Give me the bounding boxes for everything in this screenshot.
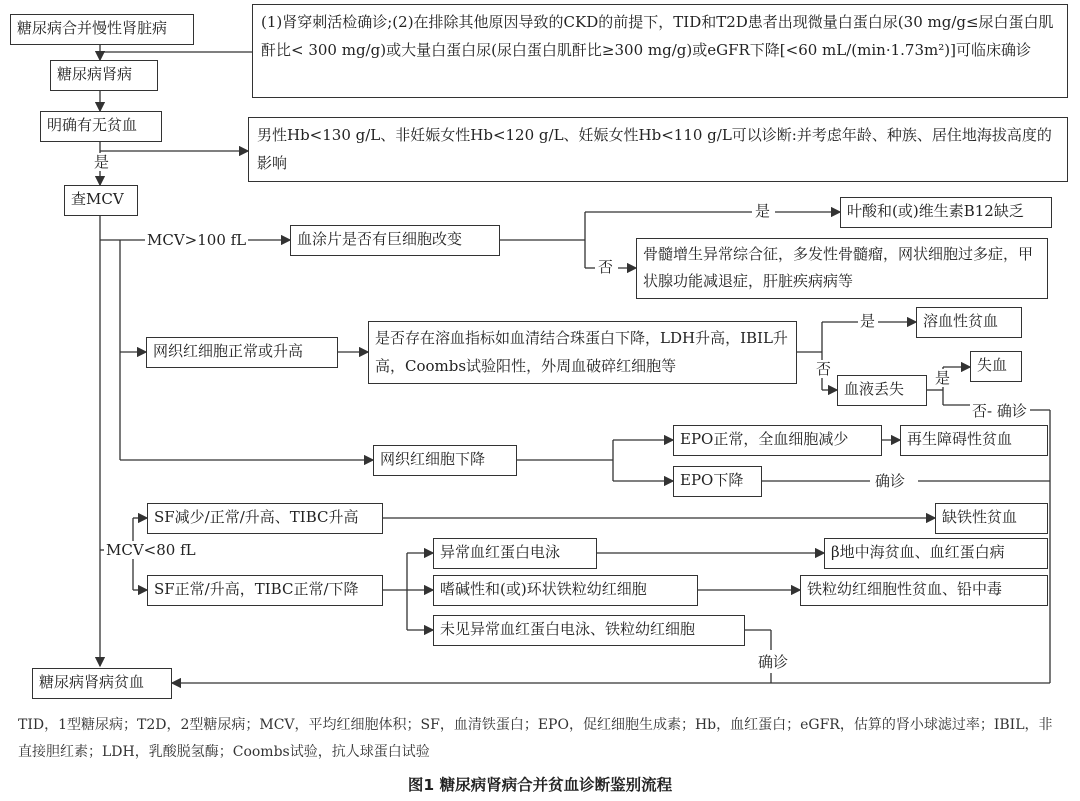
node-mcv: 查MCV	[64, 185, 138, 216]
label-no-smear: 否	[598, 258, 614, 276]
node-basophil: 嗜碱性和(或)环状铁粒幼红细胞	[433, 575, 698, 606]
node-start: 糖尿病合并慢性肾脏病	[10, 14, 194, 45]
label-mcv-low: MCV<80 fL	[106, 541, 196, 559]
label-confirm-epo: 确诊	[875, 472, 906, 490]
label-yes-smear: 是	[755, 202, 771, 220]
node-aplastic: 再生障碍性贫血	[900, 425, 1048, 456]
node-anemia-question: 明确有无贫血	[40, 111, 162, 142]
node-bleed: 失血	[970, 351, 1022, 382]
node-hemolysis-question: 是否存在溶血指标如血清结合珠蛋白下降，LDH升高，IBIL升高，Coombs试验阳性，外周血破碎红细胞等	[368, 321, 797, 384]
label-mcv-high: MCV>100 fL	[147, 231, 247, 249]
node-hb-criteria: 男性Hb<130 g/L、非妊娠女性Hb<120 g/L、妊娠女性Hb<110 g/L可以诊断:并考虑年龄、种族、居住地海拔高度的影响	[248, 117, 1068, 182]
figure-caption: 图1 糖尿病肾病合并贫血诊断鉴别流程	[407, 776, 673, 794]
node-epo-normal: EPO正常，全血细胞减少	[673, 425, 882, 456]
node-epo-down: EPO下降	[673, 466, 762, 497]
label-yes-hemolysis: 是	[860, 312, 876, 330]
label-no-hemolysis: 否	[816, 360, 832, 378]
node-abnormal-hb: 异常血红蛋白电泳	[433, 538, 597, 569]
node-dkd: 糖尿病肾病	[50, 60, 158, 91]
node-final: 糖尿病肾病贫血	[32, 668, 172, 699]
node-smear: 血涂片是否有巨细胞改变	[290, 225, 500, 256]
label-confirm-none: 确诊	[758, 653, 789, 671]
node-sf-low: SF减少/正常/升高、TIBC升高	[147, 503, 383, 534]
footnote: TID，1型糖尿病；T2D，2型糖尿病；MCV，平均红细胞体积；SF，血清铁蛋白；EPO，促红细胞生成素；Hb，血红蛋白；eGFR，估算的肾小球滤过率；IBIL，非直接胆红素；LDH，乳酸脱氢酶；Coombs试验，抗人球蛋白试验	[18, 717, 1053, 760]
label-no-confirm: 否- 确诊	[972, 402, 1027, 420]
label-yes-blood-loss: 是	[935, 369, 951, 387]
node-blood-loss: 血液丢失	[837, 375, 927, 406]
node-criteria: (1)肾穿刺活检确诊;(2)在排除其他原因导致的CKD的前提下，TID和T2D患者出现微量白蛋白尿(30 mg/g≤尿白蛋白肌酐比< 300 mg/g)或大量白蛋白尿(尿白蛋白肌酐比≥300 mg/g)或eGFR下降[<60 mL/(min·1.73m²)]可临床确诊	[252, 4, 1068, 98]
node-hemolytic: 溶血性贫血	[916, 307, 1022, 338]
node-marrow: 骨髓增生异常综合征，多发性骨髓瘤，网状细胞过多症，甲状腺功能减退症，肝脏疾病病等	[636, 238, 1048, 299]
node-sf-normal: SF正常/升高，TIBC正常/下降	[147, 575, 383, 606]
label-yes-anemia: 是	[94, 153, 110, 171]
node-retic-up: 网织红细胞正常或升高	[146, 337, 338, 368]
node-thalassemia: β地中海贫血、血红蛋白病	[824, 538, 1048, 569]
node-folate: 叶酸和(或)维生素B12缺乏	[840, 197, 1052, 228]
node-iron-deficiency: 缺铁性贫血	[935, 503, 1048, 534]
node-retic-down: 网织红细胞下降	[373, 445, 517, 476]
node-none-found: 未见异常血红蛋白电泳、铁粒幼红细胞	[433, 615, 745, 646]
node-sideroblastic: 铁粒幼红细胞性贫血、铅中毒	[800, 575, 1048, 606]
